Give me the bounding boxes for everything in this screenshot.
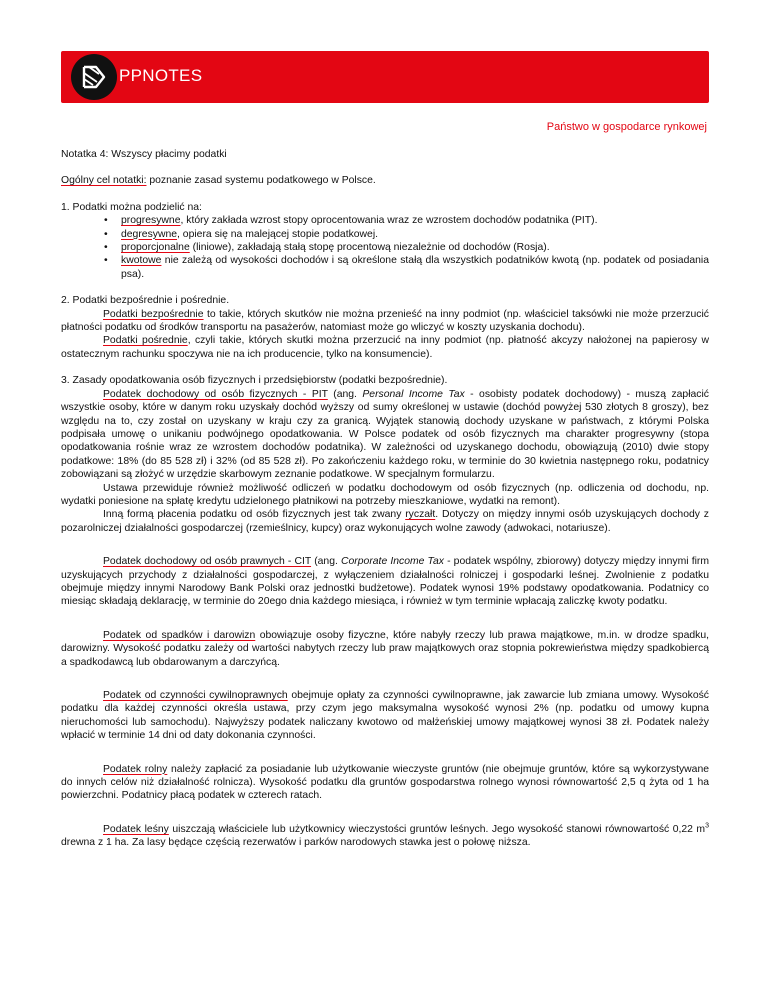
item-text: (liniowe), zakładają stałą stopę procentową niezależnie od dochodów (Rosja). [189,242,550,254]
paragraph-text: uiszczają właściciele lub użytkownicy wieczystości gruntów leśnych. Jego wysokość stanowi równowartość 0,22 m [168,823,706,835]
section-2-heading: 2. Podatki bezpośrednie i pośrednie. [61,295,230,307]
direct-taxes-paragraph [61,308,709,335]
note-goal [61,174,709,187]
paragraph-text: to takie, których skutków nie można przenieść na inny podmiot (np. właściciel taksówki nie może przerzucić płatności podatku od środków transportu na pasażerów, natomiast może go wliczyć w koszty uzyskania dochodu). [61,308,710,334]
term: Podatek od czynności cywilnoprawnych [103,690,288,701]
paragraph-text: (ang. [311,556,342,568]
agricultural-tax-paragraph [61,763,709,803]
paragraph-text: . Dotyczy on między innymi osób uzyskujących dochody z pozarolniczej działalności gospodarczej (rzemieślnicy, kupcy) oraz wykonujących wolne zawody (adwokaci, notariusze). [61,509,709,534]
header-banner [61,51,709,103]
goal-text: poznanie zasad systemu podatkowego w Polsce. [146,175,376,187]
term: degresywne [121,228,178,240]
subject-heading: Państwo w gospodarce rynkowej [546,121,707,133]
tax-types-list [61,214,709,281]
ppnotes-logo-icon [71,54,117,100]
civil-law-paragraph [61,689,709,743]
item-text: , opiera się na malejącej stopie podatkowej. [177,228,379,240]
paragraph-text: - osobisty podatek dochodowy) - muszą zapłacić wszystkie osoby, które w danym roku uzyskały dochód wyższy od sumy określonej w ustawie (dochód powyżej 530 złotych 8 groszy), bez względu na to, czy został on uzyskany w kraju czy za granicą. Wyjątek stanowią dochody uzyskane w państwach, z którymi Polska podpisała umowę o unikaniu podwójnego opodatkowania. W Polsce podatek od osób fizycznych ma charakter progresywny (stopa opodatkowania rośnie wraz ze wzrostem dochodów podatnika). W zależności od uzyskanego dochodu, obowiązują (2010) dwie stopy podatkowe: 18% (do 85 528 zł) i 32% (od 85 528 zł). Po zakończeniu każdego roku, w terminie do 30 kwietnia następnego roku, podatnicy zobowiązani są złożyć w urzędzie skarbowym zeznanie podatkowe. W specjalnym formularzu. [61,388,709,481]
paragraph-text: Inną formą płacenia podatku od osób fizycznych jest tak zwany [103,509,406,521]
lump-sum-paragraph [61,508,709,535]
term: Podatek dochodowy od osób fizycznych - PIT [103,388,328,400]
item-text: nie zależą od wysokości dochodów i są określone stałą dla wszystkich podatników kwotą (np. podatek od posiadania psa). [121,255,709,280]
paragraph-text: obejmuje opłaty za czynności cywilnoprawne, jak zawarcie lub zmiana umowy. Wysokość podatku dla każdej czynności określa ustawa, przy czym jego maksymalna wysokość wynosi 2% (np. podatku od umowy kupna nieruchomości lub samochodu). Najwyższy podatek naliczany kwotowo od małżeńskiej umowy majątkowej wynosi 38 zł. Podatek należy wpłacić w terminie 14 dni od daty dokonania czynności. [61,690,709,742]
term: Podatek leśny [103,823,169,835]
list-item [61,254,709,281]
term: Podatek od spadków i darowizn [103,629,256,641]
term: Podatki pośrednie [103,335,188,347]
list-item [61,228,709,241]
term: kwotowe [121,255,162,267]
term: Podatek rolny [103,763,168,775]
deductions-paragraph: Ustawa przewiduje również możliwość odliczeń w podatku dochodowym od osób fizycznych (np. odliczenia od dochodu, np. wydatki poniesione na spłatę kredytu udzielonego płatnikowi na potrzeby mieszkaniowe, wydatki na remont). [61,482,709,507]
brand-name: PPNOTES [119,66,203,85]
paragraph-text: obowiązuje osoby fizyczne, które nabyły rzeczy lub prawa majątkowe, m.in. w drodze spadku, darowizny. Wysokość podatku zależy od wartości nabytych rzeczy lub praw majątkowych oraz stopnia pokrewieństwa między spadkobiercą a spadkodawcą lub obdarowanym a darczyńcą. [61,629,709,668]
english-term: Corporate Income Tax [341,556,444,568]
paragraph-text: należy zapłacić za posiadanie lub użytkowanie wieczyste gruntów (nie obejmuje gruntów, które są wykorzystywane do innych celów niż działalność rolnicza). Wysokość podatku dla gruntów gospodarstwa rolnego wynosi równowartość 2,5 q żyta od 1 ha powierzchni. Podatnicy płacą podatek w czterech ratach. [61,763,710,802]
term: Podatki bezpośrednie [103,308,204,320]
english-term: Personal Income Tax [362,388,465,400]
inheritance-paragraph [61,629,709,669]
paragraph-text: - podatek wspólny, zbiorowy) dotyczy między innymi firm uzyskujących przychody z działalności gospodarczej, z wyłączeniem działalności rolniczej i gospodarki leśnej. Zwolnienie z podatku obejmuje między innymi Narodowy Bank Polski oraz jednostki budżetowe). Podatek wynosi 19% podstawy opodatkowania. Podatnicy co miesiąc składają deklarację, w terminie do 20ego dnia każdego miesiąca, i również w tym terminie wpłacają zaliczkę kwoty podatku. [61,556,710,608]
list-item [61,241,709,254]
term: progresywne [121,215,181,227]
cit-paragraph [61,555,709,609]
paragraph-text: drewna z 1 ha. Za lasy będące częścią rezerwatów i parków narodowych stawka jest o połowę niższa. [61,837,531,849]
section-3-heading: 3. Zasady opodatkowania osób fizycznych i przedsiębiorstw (podatki bezpośrednie). [61,375,448,387]
paragraph-text: (ang. [327,388,363,400]
note-title: Notatka 4: Wszyscy płacimy podatki [61,149,227,160]
section-1-heading: 1. Podatki można podzielić na: [61,201,202,213]
goal-label: Ogólny cel notatki: [61,175,147,187]
term: ryczałt [405,509,436,521]
forest-tax-paragraph [61,823,709,850]
term: proporcjonalne [121,242,190,254]
superscript: 3 [705,822,709,830]
term: Podatek dochodowy od osób prawnych - CIT [103,556,312,568]
indirect-taxes-paragraph [61,334,709,361]
item-text: , który zakłada wzrost stopy oprocentowania wraz ze wzrostem dochodów podatnika (PIT). [180,215,598,227]
paragraph-text: , czyli takie, których skutki można przerzucić na inny podmiot (np. płatność akcyzy nałożonej na papierosy w ostatecznym rachunku spoczywa nie na ich producencie, tylko na konsumencie). [61,335,709,360]
pit-paragraph [61,388,709,482]
note-content [61,148,709,850]
list-item [61,214,709,227]
